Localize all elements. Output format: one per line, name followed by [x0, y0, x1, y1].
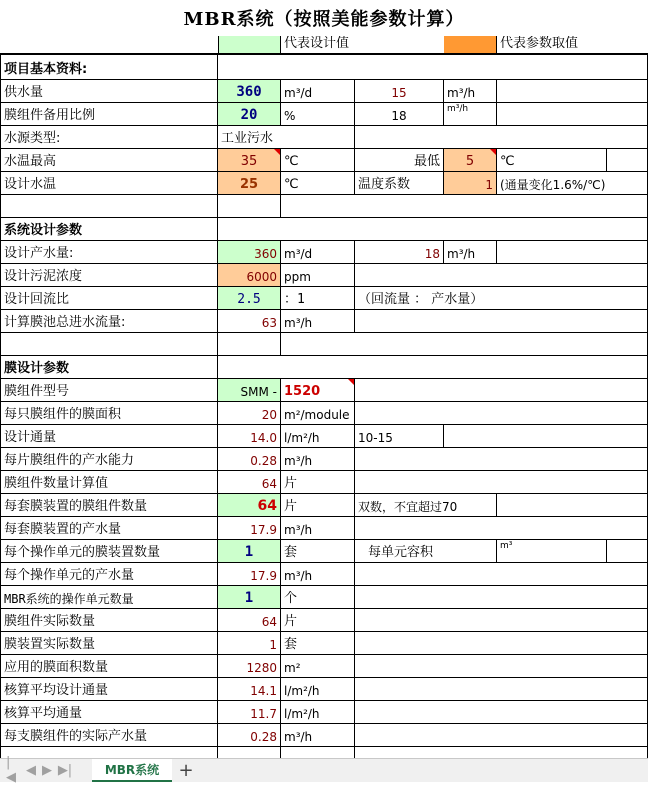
section-system-row [0, 218, 648, 241]
avg-design-value[interactable]: 14.1 [218, 678, 281, 701]
output-daily-value[interactable]: 360 [218, 241, 281, 264]
cell-empty[interactable] [355, 724, 648, 747]
reflux-row [0, 287, 648, 310]
actual-modules-value[interactable]: 64 [218, 609, 281, 632]
blank-row [0, 195, 648, 218]
temp-design-input[interactable]: 25 [218, 172, 281, 195]
reflux-input[interactable]: 2.5 [218, 287, 281, 310]
unit-percent[interactable]: % [281, 103, 355, 126]
cell-empty[interactable] [355, 632, 648, 655]
reflux-note[interactable]: （回流量 ： 产水量） [355, 287, 497, 310]
sludge-row [0, 264, 648, 287]
backup-hourly-value[interactable]: 18 [355, 103, 444, 126]
cell-empty[interactable] [355, 655, 648, 678]
unit-lm2h[interactable]: l/m²/h [281, 678, 355, 701]
unit-sets-row [0, 540, 648, 563]
backup-input[interactable]: 20 [218, 103, 281, 126]
unit-output-value[interactable]: 17.9 [218, 563, 281, 586]
prev-sheet-icon[interactable]: ◀ [26, 762, 36, 778]
cell-empty[interactable] [355, 586, 648, 609]
cell-empty[interactable] [355, 126, 648, 149]
sheet-tab-mbr[interactable]: MBR系统 [92, 759, 172, 782]
sheet-title: MBR系统（按照美能参数计算） [183, 9, 465, 30]
cell-empty[interactable] [497, 80, 648, 103]
unit-ge[interactable]: 个 [281, 586, 355, 609]
unit-output-label[interactable]: 每个操作单元的产水量 [0, 563, 218, 586]
flux-value[interactable]: 14.0 [218, 425, 281, 448]
flux-range[interactable]: 10-15 [355, 425, 444, 448]
cell-empty[interactable] [281, 747, 355, 758]
cell-empty[interactable] [355, 747, 648, 758]
section-system-title[interactable]: 系统设计参数 [0, 218, 218, 241]
cell-empty[interactable] [218, 356, 648, 379]
temp-coef-note[interactable]: (通量变化1.6%/℃) [497, 172, 607, 195]
volume-label[interactable]: 每单元容积 [355, 540, 497, 563]
cell-empty[interactable] [607, 172, 648, 195]
cell-empty[interactable] [355, 678, 648, 701]
source-label[interactable]: 水源类型: [0, 126, 218, 149]
cell-empty[interactable] [218, 218, 648, 241]
per-module-value[interactable]: 0.28 [218, 724, 281, 747]
reflux-label[interactable]: 设计回流比 [0, 287, 218, 310]
temp-max-label[interactable]: 水温最高 [0, 149, 218, 172]
area-label[interactable]: 每只膜组件的膜面积 [0, 402, 218, 425]
set-count-label[interactable]: 每套膜装置的膜组件数量 [0, 494, 218, 517]
cell-empty[interactable] [355, 563, 648, 586]
unit-piece[interactable]: 片 [281, 471, 355, 494]
area-value[interactable]: 20 [218, 402, 281, 425]
ops-label[interactable]: MBR系统的操作单元数量 [0, 586, 218, 609]
avg-design-label[interactable]: 核算平均设计通量 [0, 678, 218, 701]
cell-empty[interactable] [218, 747, 281, 758]
reflux-unit[interactable]: ：1 [281, 287, 355, 310]
section-membrane-row [0, 356, 648, 379]
set-output-value[interactable]: 17.9 [218, 517, 281, 540]
cell-empty[interactable] [497, 494, 648, 517]
partial-row [0, 747, 648, 758]
supply-daily-input[interactable]: 360 [218, 80, 281, 103]
legend-design-swatch[interactable] [218, 36, 281, 54]
avg-flux-label[interactable]: 核算平均通量 [0, 701, 218, 724]
ops-row [0, 586, 648, 609]
set-count-note[interactable]: 双数，不宜超过70 [355, 494, 497, 517]
temp-min-label[interactable]: 最低 [355, 149, 444, 172]
cell-empty[interactable] [281, 195, 648, 218]
avg-design-row [0, 678, 648, 701]
section-membrane-title[interactable]: 膜设计参数 [0, 356, 218, 379]
cell-empty[interactable] [355, 448, 648, 471]
calc-count-value[interactable]: 64 [218, 471, 281, 494]
actual-modules-label[interactable]: 膜组件实际数量 [0, 609, 218, 632]
unit-sets-input[interactable]: 1 [218, 540, 281, 563]
supply-label[interactable]: 供水量 [0, 80, 218, 103]
unit-m3h[interactable]: m³/h [281, 517, 355, 540]
cell-empty[interactable] [281, 333, 648, 356]
set-output-label[interactable]: 每套膜装置的产水量 [0, 517, 218, 540]
unit-piece[interactable]: 片 [281, 609, 355, 632]
first-sheet-icon[interactable]: |◀ [6, 755, 16, 785]
legend-design-label: 代表设计值 [281, 36, 444, 54]
calc-count-label[interactable]: 膜组件数量计算值 [0, 471, 218, 494]
source-row [0, 126, 648, 149]
cell-empty[interactable] [355, 609, 648, 632]
flux-label[interactable]: 设计通量 [0, 425, 218, 448]
cell-empty[interactable] [355, 517, 648, 540]
unit-m3d[interactable]: m³/d [281, 241, 355, 264]
cell-empty[interactable] [355, 701, 648, 724]
cell-empty[interactable] [355, 379, 648, 402]
temp-max-row [0, 149, 648, 172]
actual-devices-row [0, 632, 648, 655]
inflow-label[interactable]: 计算膜池总进水流量: [0, 310, 218, 333]
temp-max-input[interactable]: 35 [218, 149, 281, 172]
legend-row [0, 36, 648, 54]
unit-lm2h[interactable]: l/m²/h [281, 701, 355, 724]
temp-coef-value[interactable]: 1 [444, 172, 497, 195]
sludge-label[interactable]: 设计污泥浓度 [0, 264, 218, 287]
cell-empty[interactable] [218, 333, 281, 356]
cell-empty[interactable] [218, 195, 281, 218]
volume-unit[interactable]: m³ [497, 540, 607, 563]
unit-output-row [0, 563, 648, 586]
unit-sets-label[interactable]: 每个操作单元的膜装置数量 [0, 540, 218, 563]
inflow-row [0, 310, 648, 333]
cell-empty[interactable] [355, 310, 648, 333]
last-sheet-icon[interactable]: ▶| [57, 762, 73, 778]
actual-devices-value[interactable]: 1 [218, 632, 281, 655]
temp-coef-label[interactable]: 温度系数 [355, 172, 444, 195]
total-area-row [0, 655, 648, 678]
model-row [0, 379, 648, 402]
calc-count-row [0, 471, 648, 494]
unit-celsius[interactable]: ℃ [281, 172, 355, 195]
temp-min-input[interactable]: 5 [444, 149, 497, 172]
unit-celsius[interactable]: ℃ [281, 149, 355, 172]
cell-empty[interactable] [444, 425, 648, 448]
cell-empty[interactable] [0, 333, 218, 356]
area-unit[interactable]: m²/module [281, 402, 355, 425]
total-area-label[interactable]: 应用的膜面积数量 [0, 655, 218, 678]
area-row [0, 402, 648, 425]
avg-flux-value[interactable]: 11.7 [218, 701, 281, 724]
cell-empty[interactable] [0, 747, 218, 758]
unit-piece[interactable]: 片 [281, 494, 355, 517]
output-hourly-value[interactable]: 18 [355, 241, 444, 264]
set-count-input[interactable]: 64 [218, 494, 281, 517]
supply-hourly-value[interactable]: 15 [355, 80, 444, 103]
legend-param-swatch[interactable] [444, 36, 497, 54]
cell-empty[interactable] [497, 103, 648, 126]
blank-row [0, 333, 648, 356]
temp-design-row [0, 172, 648, 195]
cell-empty[interactable] [497, 241, 648, 264]
unit-m3h[interactable]: m³/h [281, 448, 355, 471]
legend-param-label: 代表参数取值 [497, 36, 648, 54]
cell-empty[interactable] [607, 540, 648, 563]
sludge-input[interactable]: 6000 [218, 264, 281, 287]
section-basic-title[interactable]: 项目基本资料: [0, 55, 218, 80]
capacity-label[interactable]: 每片膜组件的产水能力 [0, 448, 218, 471]
cell-empty[interactable] [607, 149, 648, 172]
capacity-value[interactable]: 0.28 [218, 448, 281, 471]
unit-m3h[interactable]: m³/h [444, 241, 497, 264]
actual-modules-row [0, 609, 648, 632]
supply-row [0, 80, 648, 103]
capacity-row [0, 448, 648, 471]
temp-design-label[interactable]: 设计水温 [0, 172, 218, 195]
sheet-tab-bar [0, 755, 648, 785]
section-basic-row [0, 54, 648, 80]
unit-m3h-small[interactable]: m³/h [444, 103, 497, 126]
flux-unit[interactable]: l/m²/h [281, 425, 355, 448]
cell-empty[interactable] [0, 36, 218, 54]
backup-row [0, 103, 648, 126]
unit-m3h[interactable]: m³/h [281, 563, 355, 586]
unit-m3h[interactable]: m³/h [281, 724, 355, 747]
ops-input[interactable]: 1 [218, 586, 281, 609]
next-sheet-icon[interactable]: ▶ [42, 762, 52, 778]
unit-celsius[interactable]: ℃ [497, 149, 607, 172]
cell-empty[interactable] [355, 471, 648, 494]
inflow-value[interactable]: 63 [218, 310, 281, 333]
source-value[interactable]: 工业污水 [218, 126, 355, 149]
comment-marker [274, 149, 280, 155]
actual-devices-label[interactable]: 膜装置实际数量 [0, 632, 218, 655]
cell-empty[interactable] [0, 195, 218, 218]
comment-marker [490, 149, 496, 155]
unit-m3h[interactable]: m³/h [444, 80, 497, 103]
unit-m2[interactable]: m² [281, 655, 355, 678]
unit-ppm[interactable]: ppm [281, 264, 355, 287]
cell-empty[interactable] [497, 287, 648, 310]
unit-set[interactable]: 套 [281, 632, 355, 655]
unit-set[interactable]: 套 [281, 540, 355, 563]
comment-marker [348, 379, 354, 385]
set-count-row [0, 494, 648, 517]
cell-empty[interactable] [355, 402, 648, 425]
per-module-row [0, 724, 648, 747]
cell-empty[interactable] [218, 55, 648, 80]
output-row [0, 241, 648, 264]
backup-label[interactable]: 膜组件备用比例 [0, 103, 218, 126]
cell-empty[interactable] [355, 264, 648, 287]
model-prefix[interactable]: SMM - [218, 379, 281, 402]
set-output-row [0, 517, 648, 540]
unit-m3d[interactable]: m³/d [281, 80, 355, 103]
unit-m3h[interactable]: m³/h [281, 310, 355, 333]
output-label[interactable]: 设计产水量: [0, 241, 218, 264]
total-area-value[interactable]: 1280 [218, 655, 281, 678]
model-input[interactable]: 1520 [281, 379, 355, 402]
model-label[interactable]: 膜组件型号 [0, 379, 218, 402]
add-sheet-icon[interactable]: + [178, 759, 194, 781]
avg-flux-row [0, 701, 648, 724]
per-module-label[interactable]: 每支膜组件的实际产水量 [0, 724, 218, 747]
flux-row [0, 425, 648, 448]
